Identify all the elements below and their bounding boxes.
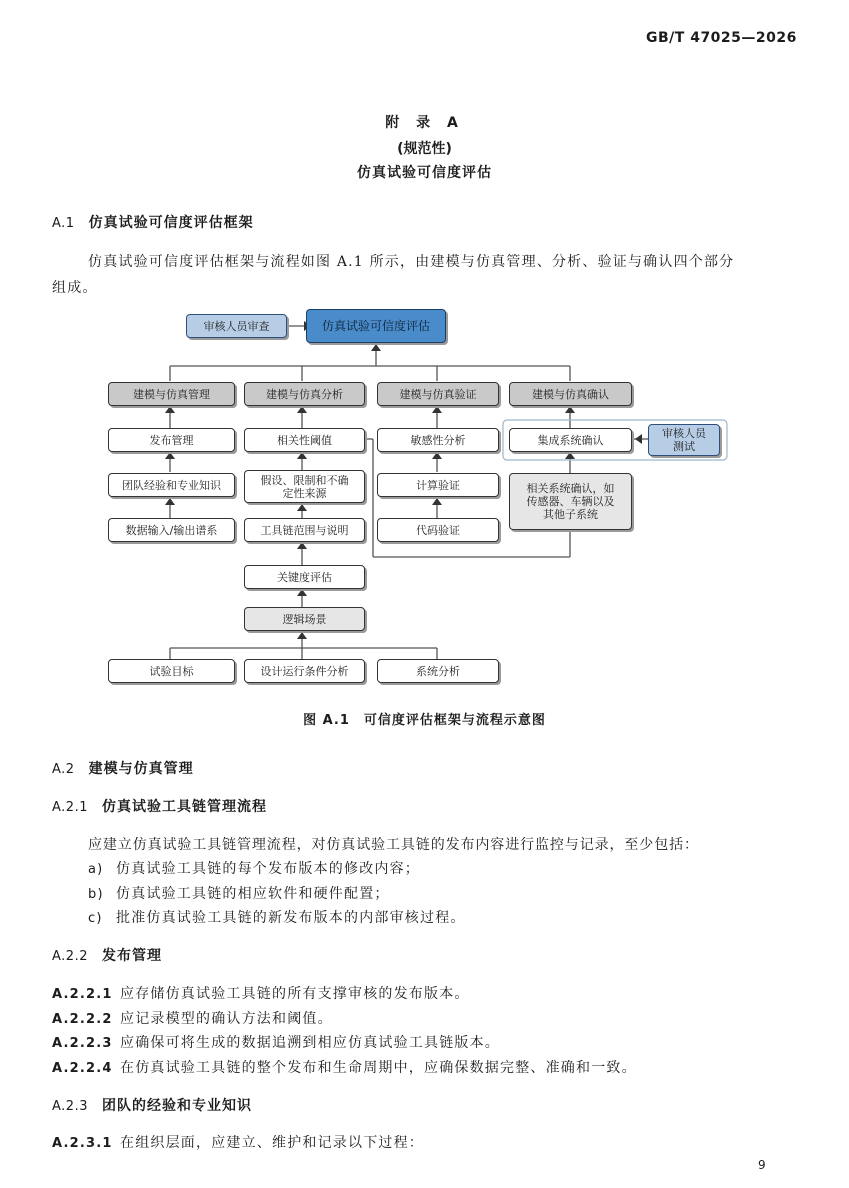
- list-item: [88, 858, 420, 878]
- box-line: 传感器、车辆以及: [526, 495, 615, 508]
- section-number: A.2.1: [52, 800, 88, 815]
- section-a22-heading: [52, 945, 162, 965]
- code-verify-box: 代码验证: [377, 518, 499, 542]
- col3-head-box: 建模与仿真验证: [377, 382, 499, 406]
- list-text: 仿真试验工具链的每个发布版本的修改内容；: [116, 861, 420, 877]
- figure-caption: 图 A.1 可信度评估框架与流程示意图: [303, 713, 546, 728]
- list-item: [88, 907, 466, 927]
- design-conditions-box: 设计运行条件分析: [244, 659, 365, 683]
- data-io-box: 数据输入/输出谱系: [108, 518, 235, 542]
- clause-text: 在组织层面，应建立、维护和记录以下过程：: [120, 1135, 424, 1151]
- section-number: A.2.3: [52, 1099, 88, 1114]
- clause-number: A.2.2.2: [52, 1012, 113, 1027]
- page-number: 9: [758, 1158, 766, 1172]
- related-system-box: [509, 473, 632, 530]
- list-marker: c): [88, 911, 103, 926]
- test-target-box: 试验目标: [108, 659, 235, 683]
- toolchain-scope-box: 工具链范围与说明: [244, 518, 365, 542]
- clause-number: A.2.2.3: [52, 1036, 113, 1051]
- section-a23-heading: [52, 1095, 252, 1115]
- section-number: A.2: [52, 762, 75, 777]
- clause: [52, 983, 470, 1003]
- logic-scene-box: 逻辑场景: [244, 607, 365, 631]
- clause-text: 在仿真试验工具链的整个发布和生命周期中，应确保数据完整、准确和一致。: [120, 1060, 637, 1076]
- related-threshold-box: 相关性阈值: [244, 428, 365, 452]
- appendix-subject: 仿真试验可信度评估: [357, 165, 492, 181]
- section-title: 仿真试验可信度评估框架: [88, 215, 254, 231]
- box-line: 审核人员: [662, 427, 706, 440]
- clause: [52, 1008, 333, 1028]
- clause-text: 应记录模型的确认方法和阈值。: [120, 1011, 333, 1027]
- paragraph-line: 应建立仿真试验工具链管理流程，对仿真试验工具链的发布内容进行监控与记录，至少包括：: [88, 837, 699, 853]
- clause-number: A.2.3.1: [52, 1136, 113, 1151]
- paragraph-line: 仿真试验可信度评估框架与流程如图 A.1 所示，由建模与仿真管理、分析、验证与确认四个部分: [88, 254, 735, 270]
- list-marker: a): [88, 862, 104, 877]
- section-title: 发布管理: [101, 948, 162, 964]
- clause: [52, 1032, 500, 1052]
- section-number: A.1: [52, 216, 75, 231]
- col1-head-box: 建模与仿真管理: [108, 382, 235, 406]
- clause-number: A.2.2.1: [52, 987, 113, 1002]
- section-a2-heading: [52, 758, 194, 778]
- section-a21-heading: [52, 796, 267, 816]
- calc-verify-box: 计算验证: [377, 473, 499, 497]
- assumptions-box: [244, 470, 365, 503]
- clause-number: A.2.2.4: [52, 1061, 113, 1076]
- box-line: 测试: [673, 440, 695, 453]
- section-title: 团队的经验和专业知识: [101, 1098, 252, 1114]
- clause-text: 应确保可将生成的数据追溯到相应仿真试验工具链版本。: [120, 1035, 500, 1051]
- sensitivity-box: 敏感性分析: [377, 428, 499, 452]
- paragraph-line: 组成。: [52, 280, 98, 296]
- box-line: 相关系统确认，如: [526, 482, 615, 495]
- section-number: A.2.2: [52, 949, 88, 964]
- box-line: 其他子系统: [543, 508, 598, 521]
- list-text: 批准仿真试验工具链的新发布版本的内部审核过程。: [116, 910, 466, 926]
- clause: [52, 1132, 424, 1152]
- doc-code: GB/T 47025—2026: [646, 30, 797, 46]
- col2-head-box: 建模与仿真分析: [244, 382, 365, 406]
- box-line: 假设、限制和不确: [260, 473, 349, 487]
- appendix-title: 附 录 A: [385, 115, 464, 131]
- reviewer-test-box: [648, 424, 720, 456]
- section-title: 建模与仿真管理: [88, 761, 194, 777]
- appendix-nature: (规范性): [397, 141, 452, 157]
- clause: [52, 1057, 637, 1077]
- list-text: 仿真试验工具链的相应软件和硬件配置；: [116, 886, 390, 902]
- release-mgmt-box: 发布管理: [108, 428, 235, 452]
- list-item: [88, 883, 390, 903]
- section-title: 仿真试验工具链管理流程: [101, 799, 267, 815]
- box-line: 定性来源: [282, 486, 327, 500]
- system-analysis-box: 系统分析: [377, 659, 499, 683]
- list-marker: b): [88, 887, 104, 902]
- reviewer-check-box: 审核人员审查: [186, 314, 287, 338]
- col4-head-box: 建模与仿真确认: [509, 382, 632, 406]
- top-assessment-box: 仿真试验可信度评估: [306, 309, 446, 343]
- criticality-box: 关键度评估: [244, 565, 365, 589]
- team-experience-box: 团队经验和专业知识: [108, 473, 235, 497]
- integration-confirm-box: 集成系统确认: [509, 428, 632, 452]
- clause-text: 应存储仿真试验工具链的所有支撑审核的发布版本。: [120, 986, 470, 1002]
